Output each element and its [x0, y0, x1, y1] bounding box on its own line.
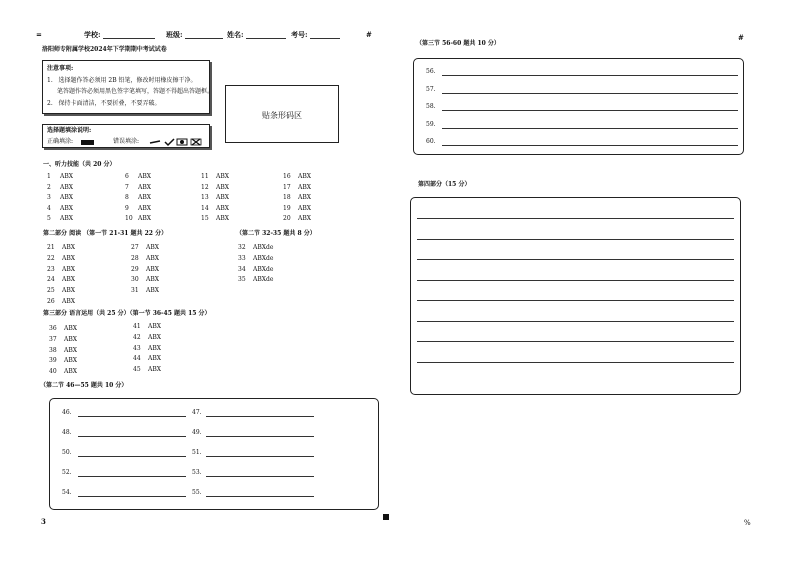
- writing-line[interactable]: [417, 362, 734, 363]
- answer-options[interactable]: ABX: [64, 368, 78, 376]
- question-row[interactable]: [283, 185, 311, 191]
- question-row[interactable]: [125, 206, 151, 212]
- question-row[interactable]: [238, 256, 273, 262]
- school-label: 学校:: [84, 30, 101, 39]
- question-number: 30: [131, 276, 139, 284]
- correct-fill-label: 正确填涂:: [47, 138, 74, 145]
- section2-title-b: （第二节 32-35 题共 8 分）: [236, 230, 316, 237]
- answer-options[interactable]: ABX: [298, 204, 312, 212]
- answer-options[interactable]: ABX: [148, 366, 162, 374]
- section2-title: 第二部分 阅读 （第一节 21-31 题共 22 分）: [43, 230, 168, 237]
- answer-options[interactable]: ABX: [146, 254, 160, 262]
- answer-options[interactable]: ABXde: [253, 265, 274, 273]
- question-row[interactable]: [49, 369, 77, 375]
- question-number: 21: [47, 244, 55, 251]
- question-number: 32: [238, 244, 246, 251]
- question-row[interactable]: [131, 267, 159, 273]
- question-number: 15: [201, 215, 209, 222]
- question-row[interactable]: [47, 299, 75, 305]
- question-number: 56.: [426, 68, 436, 75]
- question-number: 44: [133, 355, 141, 363]
- question-number: 46.: [62, 409, 72, 416]
- wrong-fill-label: 错误填涂:: [113, 138, 140, 145]
- notice-item: 笔答题作答必须用黑色签字笔填写，答题不得超出答题框。: [57, 88, 214, 95]
- question-number: 35: [238, 276, 246, 284]
- fill-instructions-box: [42, 124, 210, 148]
- question-number: 38: [49, 346, 57, 354]
- question-number: 7: [125, 183, 129, 191]
- answer-options[interactable]: ABX: [146, 276, 160, 284]
- question-number: 18: [283, 194, 291, 201]
- question-row[interactable]: [47, 195, 73, 201]
- section3c-title: （第三节 56-60 题共 10 分）: [416, 40, 500, 47]
- answer-options[interactable]: ABX: [148, 344, 162, 352]
- question-row[interactable]: [133, 346, 161, 352]
- class-field[interactable]: [166, 31, 223, 39]
- question-row[interactable]: [238, 267, 273, 273]
- question-row[interactable]: [201, 174, 229, 180]
- page-number-right: %: [744, 519, 751, 527]
- answer-options[interactable]: ABX: [138, 204, 152, 212]
- answer-box-56-60: [413, 58, 744, 155]
- answer-options[interactable]: ABX: [62, 265, 76, 273]
- question-number: 10: [125, 215, 133, 222]
- writing-line[interactable]: [417, 280, 734, 281]
- class-label: 班级:: [166, 30, 183, 39]
- question-number: 28: [131, 254, 139, 262]
- question-number: 26: [47, 298, 55, 305]
- question-row[interactable]: [201, 216, 229, 222]
- answer-options[interactable]: ABX: [64, 335, 78, 343]
- answer-options[interactable]: ABXde: [253, 244, 274, 251]
- question-number: 34: [238, 265, 246, 273]
- answer-options[interactable]: ABX: [64, 346, 78, 354]
- question-number: 53.: [192, 469, 202, 476]
- question-row[interactable]: [201, 195, 229, 201]
- question-row[interactable]: [47, 288, 75, 294]
- question-row[interactable]: [125, 195, 151, 201]
- answer-options[interactable]: ABX: [216, 204, 230, 212]
- answer-line[interactable]: [78, 436, 186, 437]
- question-number: 11: [201, 173, 209, 180]
- answer-options[interactable]: ABX: [298, 194, 312, 201]
- barcode-label: 贴条形码区: [262, 111, 302, 120]
- question-row[interactable]: [47, 245, 75, 251]
- question-row[interactable]: [283, 174, 311, 180]
- question-number: 17: [283, 183, 291, 191]
- section1-title: 一、听力技能（共 20 分）: [43, 161, 116, 168]
- question-row[interactable]: [47, 174, 73, 180]
- question-number: 41: [133, 323, 141, 330]
- question-row[interactable]: [47, 267, 75, 273]
- answer-line[interactable]: [442, 93, 738, 94]
- answer-options[interactable]: ABX: [64, 325, 78, 332]
- answer-options[interactable]: ABX: [60, 194, 74, 201]
- question-row[interactable]: [49, 348, 77, 354]
- section3b-title: （第二节 46—55 题共 10 分）: [40, 382, 128, 389]
- writing-line[interactable]: [417, 341, 734, 342]
- correct-fill-sample: [81, 140, 94, 145]
- question-number: 45: [133, 366, 141, 374]
- wrong-fill-samples-icon: [148, 137, 208, 147]
- question-row[interactable]: [47, 206, 73, 212]
- name-input[interactable]: [246, 31, 286, 39]
- answer-line[interactable]: [442, 128, 738, 129]
- question-row[interactable]: [131, 277, 159, 283]
- question-number: 23: [47, 265, 55, 273]
- question-number: 3: [47, 194, 51, 201]
- question-row[interactable]: [283, 216, 311, 222]
- answer-options[interactable]: ABX: [298, 215, 312, 222]
- barcode-area: [225, 85, 339, 143]
- question-row[interactable]: [131, 245, 159, 251]
- question-number: 42: [133, 333, 141, 341]
- question-number: 22: [47, 254, 55, 262]
- section3-title: 第三部分 语言运用（共 25 分）（第一节 36-45 题共 15 分）: [43, 310, 211, 317]
- writing-line[interactable]: [417, 239, 734, 240]
- question-number: 16: [283, 173, 291, 180]
- answer-options[interactable]: ABX: [138, 183, 152, 191]
- answer-options[interactable]: ABX: [62, 276, 76, 284]
- answer-options[interactable]: ABX: [216, 173, 230, 180]
- question-row[interactable]: [133, 356, 161, 362]
- question-row[interactable]: [47, 256, 75, 262]
- question-number: 40: [49, 368, 57, 376]
- answer-options[interactable]: ABX: [60, 215, 74, 222]
- question-row[interactable]: [49, 326, 77, 332]
- answer-line[interactable]: [442, 110, 738, 111]
- question-number: 54.: [62, 489, 72, 496]
- question-number: 20: [283, 215, 291, 222]
- question-row[interactable]: [47, 277, 75, 283]
- answer-line[interactable]: [206, 416, 314, 417]
- question-number: 4: [47, 204, 51, 212]
- answer-options[interactable]: ABX: [64, 357, 78, 365]
- question-number: 9: [125, 204, 129, 212]
- answer-line[interactable]: [78, 476, 186, 477]
- question-number: 33: [238, 254, 246, 262]
- question-number: 52.: [62, 469, 72, 476]
- answer-options[interactable]: ABX: [298, 173, 312, 180]
- page-number-left: 3: [41, 517, 46, 526]
- question-row[interactable]: [125, 174, 151, 180]
- question-row[interactable]: [125, 185, 151, 191]
- question-row[interactable]: [49, 337, 77, 343]
- question-number: 1: [47, 173, 51, 180]
- answer-options[interactable]: ABX: [148, 333, 162, 341]
- answer-options[interactable]: ABX: [148, 355, 162, 363]
- notice-item: 1. 选择题作答必须用 2B 铅笔，修改时用橡皮擦干净。: [47, 77, 197, 84]
- question-number: 8: [125, 194, 129, 201]
- writing-line[interactable]: [417, 218, 734, 219]
- question-row[interactable]: [238, 245, 273, 251]
- answer-options[interactable]: ABXde: [253, 254, 274, 262]
- question-number: 59.: [426, 120, 436, 128]
- question-number: 60.: [426, 138, 436, 145]
- question-number: 5: [47, 215, 51, 222]
- answer-line[interactable]: [206, 476, 314, 477]
- answer-options[interactable]: ABX: [62, 298, 76, 305]
- id-label: 考号:: [291, 30, 308, 39]
- question-number: 6: [125, 173, 129, 180]
- name-label: 姓名:: [227, 30, 244, 39]
- question-row[interactable]: [131, 288, 159, 294]
- answer-box-46-55: [49, 398, 379, 510]
- school-input[interactable]: [103, 31, 155, 39]
- question-row[interactable]: [201, 185, 229, 191]
- answer-line[interactable]: [78, 496, 186, 497]
- question-number: 24: [47, 276, 55, 284]
- question-number: 47.: [192, 409, 202, 416]
- answer-line[interactable]: [442, 145, 738, 146]
- question-row[interactable]: [49, 358, 77, 364]
- question-number: 49.: [192, 429, 202, 436]
- question-number: 55.: [192, 489, 202, 496]
- answer-options[interactable]: ABXde: [253, 276, 274, 284]
- question-row[interactable]: [47, 216, 73, 222]
- answer-line[interactable]: [442, 75, 738, 76]
- question-row[interactable]: [133, 367, 161, 373]
- question-row[interactable]: [47, 185, 73, 191]
- fill-title: 选择题填涂说明:: [47, 127, 92, 134]
- question-row[interactable]: [131, 256, 159, 262]
- question-number: 14: [201, 204, 209, 212]
- question-number: 27: [131, 244, 139, 251]
- question-number: 57.: [426, 85, 436, 93]
- answer-options[interactable]: ABX: [148, 323, 162, 330]
- alignment-mark: [383, 514, 389, 520]
- answer-line[interactable]: [206, 496, 314, 497]
- section4-title: 第四部分（15 分）: [418, 181, 471, 188]
- writing-line[interactable]: [417, 321, 734, 322]
- question-number: 37: [49, 335, 57, 343]
- answer-options[interactable]: ABX: [138, 173, 152, 180]
- notice-title: 注意事项:: [47, 65, 74, 72]
- answer-line[interactable]: [206, 456, 314, 457]
- question-row[interactable]: [238, 277, 273, 283]
- question-row[interactable]: [133, 324, 161, 330]
- answer-options[interactable]: ABX: [60, 204, 74, 212]
- notice-box: [42, 60, 214, 114]
- answer-options[interactable]: ABX: [216, 183, 230, 191]
- answer-options[interactable]: ABX: [60, 173, 74, 180]
- answer-options[interactable]: ABX: [146, 265, 160, 273]
- answer-line[interactable]: [206, 436, 314, 437]
- question-number: 12: [201, 183, 209, 191]
- question-number: 43: [133, 344, 141, 352]
- question-number: 19: [283, 204, 291, 212]
- hash-mark-left: #: [366, 30, 372, 39]
- class-input[interactable]: [185, 31, 223, 39]
- question-row[interactable]: [133, 335, 161, 341]
- writing-line[interactable]: [417, 300, 734, 301]
- corner-mark: =: [36, 30, 42, 39]
- school-field[interactable]: [84, 31, 155, 39]
- hash-mark-right: #: [738, 33, 744, 42]
- id-field[interactable]: [291, 31, 340, 39]
- answer-options[interactable]: ABX: [146, 287, 160, 295]
- notice-item: 2. 保持卡面清洁，不要折叠，不要弄破。: [47, 100, 161, 107]
- answer-line[interactable]: [78, 416, 186, 417]
- question-number: 48.: [62, 429, 72, 436]
- answer-line[interactable]: [78, 456, 186, 457]
- answer-options[interactable]: ABX: [298, 183, 312, 191]
- question-row[interactable]: [283, 206, 311, 212]
- question-row[interactable]: [125, 216, 151, 222]
- answer-options[interactable]: ABX: [146, 244, 160, 251]
- question-number: 39: [49, 357, 57, 365]
- answer-options[interactable]: ABX: [138, 194, 152, 201]
- id-input[interactable]: [310, 31, 340, 39]
- question-number: 58.: [426, 103, 436, 110]
- question-number: 31: [131, 287, 139, 295]
- question-row[interactable]: [283, 195, 311, 201]
- answer-options[interactable]: ABX: [138, 215, 152, 222]
- question-row[interactable]: [201, 206, 229, 212]
- question-number: 13: [201, 194, 209, 201]
- question-number: 51.: [192, 449, 202, 456]
- question-number: 50.: [62, 449, 72, 456]
- writing-box[interactable]: [410, 197, 741, 395]
- answer-options[interactable]: ABX: [62, 244, 76, 251]
- exam-title: 洛阳师专附属学校2024年下学期期中考试试卷: [42, 46, 167, 53]
- answer-options[interactable]: ABX: [216, 215, 230, 222]
- answer-options[interactable]: ABX: [62, 287, 76, 295]
- answer-options[interactable]: ABX: [216, 194, 230, 201]
- question-number: 36: [49, 325, 57, 332]
- answer-options[interactable]: ABX: [62, 254, 76, 262]
- question-number: 29: [131, 265, 139, 273]
- name-field[interactable]: [227, 31, 286, 39]
- question-number: 2: [47, 183, 51, 191]
- writing-line[interactable]: [417, 259, 734, 260]
- answer-options[interactable]: ABX: [60, 183, 74, 191]
- question-number: 25: [47, 287, 55, 295]
